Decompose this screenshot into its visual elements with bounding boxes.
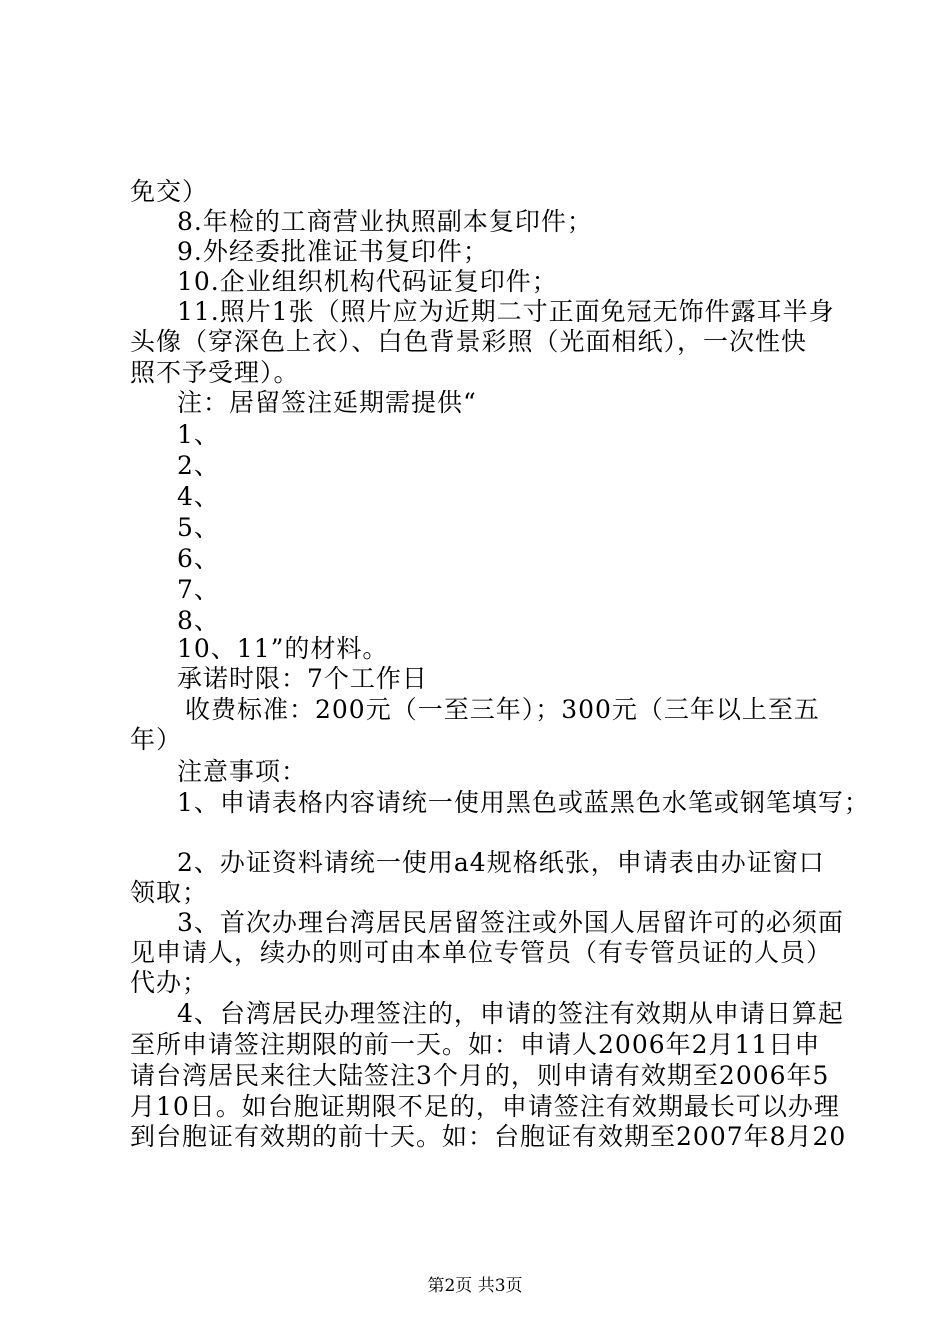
text-line: 头像（穿深色上衣）、白色背景彩照（光面相纸），一次性快 [130,327,808,356]
text-line: 2、 [177,451,220,480]
text-line: 1、 [177,420,220,449]
text-line: 4、 [177,482,220,511]
text-line: 8.年检的工商营业执照副本复印件； [177,207,593,236]
text-line: 4、台湾居民办理签注的，申请的签注有效期从申请日算起 [177,999,844,1028]
text-line: 9.外经委批准证书复印件； [177,237,489,266]
text-line: 年） [130,725,183,754]
text-line: 月10日。如台胞证期限不足的，申请签注有效期最长可以办理 [130,1092,840,1121]
text-line: 2、办证资料请统一使用a4规格纸张，申请表由办证窗口 [177,848,825,877]
text-line: 10.企业组织机构代码证复印件； [177,267,558,296]
text-line: 3、首次办理台湾居民居留签注或外国人居留许可的必须面 [177,908,844,937]
text-line: 注意事项： [177,757,308,786]
text-line: 8、 [177,606,220,635]
text-line: 照不予受理）。 [130,358,300,387]
text-line: 注：居留签注延期需提供“ [177,388,477,417]
text-line: 5、 [177,513,220,542]
text-line: 7、 [177,575,220,604]
text-line: 承诺时限：7个工作日 [177,664,428,693]
text-line: 领取； [130,878,209,907]
text-line: 免交） [130,177,209,206]
page-number-footer: 第2页 共3页 [427,1276,523,1296]
text-line: 6、 [177,544,220,573]
text-line: 11.照片1张（照片应为近期二寸正面免冠无饰件露耳半身 [177,297,835,326]
text-line: 10、11”的材料。 [177,634,389,663]
text-line: 至所申请签注期限的前一天。如：申请人2006年2月11日申 [130,1030,821,1059]
text-line: 收费标准：200元（一至三年）；300元（三年以上至五 [185,695,820,724]
text-line: 1、申请表格内容请统一使用黑色或蓝黑色水笔或钢笔填写； [177,788,870,817]
text-line: 见申请人，续办的则可由本单位专管员（有专管员证的人员） [130,938,833,967]
text-line: 请台湾居民来往大陆签注3个月的，则申请有效期至2006年5 [130,1061,830,1090]
text-line: 到台胞证有效期的前十天。如：台胞证有效期至2007年8月20 [130,1122,847,1151]
text-line: 代办； [130,968,209,997]
